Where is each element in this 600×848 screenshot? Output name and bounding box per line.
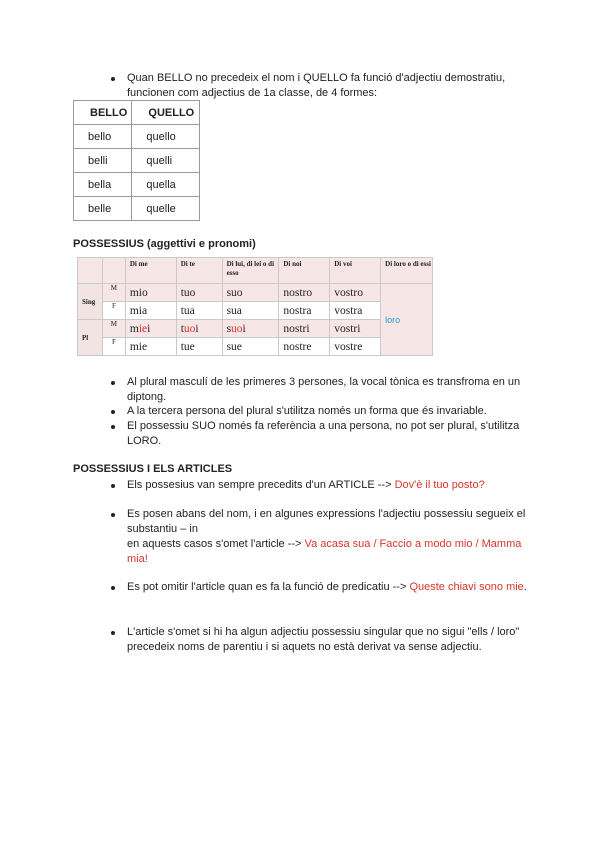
gender-label: F <box>102 302 125 320</box>
table-row <box>74 173 200 197</box>
table-cell: tue <box>176 338 222 356</box>
table-cell: tuo <box>176 284 222 302</box>
bullet-dot <box>111 425 115 429</box>
table-cell: miei <box>125 320 176 338</box>
example-text: Queste chiavi sono mie <box>409 581 524 593</box>
possessives-table <box>77 257 433 356</box>
article-bullet: Es posen abans del nom, i en algunes expressions l'adjectiu possessiu segueix el substantiu – in en aquests casos s'omet l'article --> Va acasa sua / Faccio a modo mio / Mamma mia! <box>127 508 526 565</box>
table-row <box>74 197 200 221</box>
note-text: El possessiu SUO només fa referència a una persona, no pot ser plural, s'utilitza LORO. <box>127 420 520 447</box>
table-row <box>78 338 433 356</box>
table-cell: bello <box>74 125 132 149</box>
bello-quello-table <box>73 100 200 221</box>
bullet-dot <box>111 631 115 635</box>
table-header: Di noi <box>279 258 330 284</box>
bullet-dot <box>111 586 115 590</box>
table-cell: quelle <box>132 197 200 221</box>
bullet-dot <box>111 381 115 385</box>
table-row <box>74 149 200 173</box>
diphthong: uo <box>231 322 243 335</box>
article-bullet: L'article s'omet si hi ha algun adjectiu possessiu singular que no sigui "ells / loro" precedeix noms de parentiu i si aquets no està derivat va sense adjectiu. <box>127 626 520 653</box>
table-cell: belle <box>74 197 132 221</box>
gender-label: F <box>102 338 125 356</box>
example-text: Va acasa sua / Faccio a modo mio / Mamma mia! <box>127 538 522 565</box>
table-cell: vostra <box>330 302 381 320</box>
table-header: Di te <box>176 258 222 284</box>
table-cell: tuoi <box>176 320 222 338</box>
table-header: Di me <box>125 258 176 284</box>
table-cell: sue <box>222 338 279 356</box>
table-cell: vostro <box>330 284 381 302</box>
loro-cell: loro <box>381 284 433 356</box>
possessius-heading: POSSESSIUS (aggettivi e pronomi) <box>73 238 256 250</box>
table-cell: nostre <box>279 338 330 356</box>
table-header <box>78 258 103 284</box>
table-row <box>78 320 433 338</box>
table-cell: mio <box>125 284 176 302</box>
table-row <box>78 302 433 320</box>
table-cell: quello <box>132 125 200 149</box>
sing-label: Sing <box>78 284 103 320</box>
table-cell: vostri <box>330 320 381 338</box>
example-text: Dov'è il tuo posto? <box>394 479 485 491</box>
table-header: QUELLO <box>132 101 200 125</box>
gender-label: M <box>102 320 125 338</box>
article-bullet: Els possesius van sempre precedits d'un ARTICLE --> Dov'è il tuo posto? <box>127 479 485 491</box>
table-cell: nostra <box>279 302 330 320</box>
table-cell: suoi <box>222 320 279 338</box>
table-header: Di loro o di essi <box>381 258 433 284</box>
bullet-dot <box>111 77 115 81</box>
bullet-dot <box>111 410 115 414</box>
diphthong: ie <box>138 322 148 335</box>
table-cell: quelli <box>132 149 200 173</box>
diphthong: uo <box>183 322 196 335</box>
table-cell: belli <box>74 149 132 173</box>
intro-bullet-text: Quan BELLO no precedeix el nom i QUELLO fa funció d'adjectiu demostratiu, funcionen com adjectius de 1a classe, de 4 formes: <box>127 72 506 99</box>
articles-heading: POSSESSIUS I ELS ARTICLES <box>73 463 233 475</box>
article-bullet: Es pot omitir l'article quan es fa la funció de predicatiu --> Queste chiavi sono mie. <box>127 581 527 593</box>
table-cell: sua <box>222 302 279 320</box>
table-header: BELLO <box>74 101 132 125</box>
table-cell: quella <box>132 173 200 197</box>
table-cell: suo <box>222 284 279 302</box>
table-header: Di voi <box>330 258 381 284</box>
table-cell: mie <box>125 338 176 356</box>
table-cell: tua <box>176 302 222 320</box>
table-cell: nostri <box>279 320 330 338</box>
bullet-dot <box>111 513 115 517</box>
bullet-dot <box>111 484 115 488</box>
table-row <box>74 125 200 149</box>
table-header: Di lui, di lei o di esso <box>222 258 279 284</box>
table-header <box>102 258 125 284</box>
gender-label: M <box>102 284 125 302</box>
table-cell: vostre <box>330 338 381 356</box>
table-cell: mia <box>125 302 176 320</box>
note-text: A la tercera persona del plural s'utilitza només un forma que és invariable. <box>127 405 487 417</box>
table-cell: nostro <box>279 284 330 302</box>
table-row <box>78 284 433 302</box>
table-cell: bella <box>74 173 132 197</box>
pl-label: Pl <box>78 320 103 356</box>
note-text: Al plural masculí de les primeres 3 persones, la vocal tònica es transfroma en un diptong. <box>127 376 521 403</box>
